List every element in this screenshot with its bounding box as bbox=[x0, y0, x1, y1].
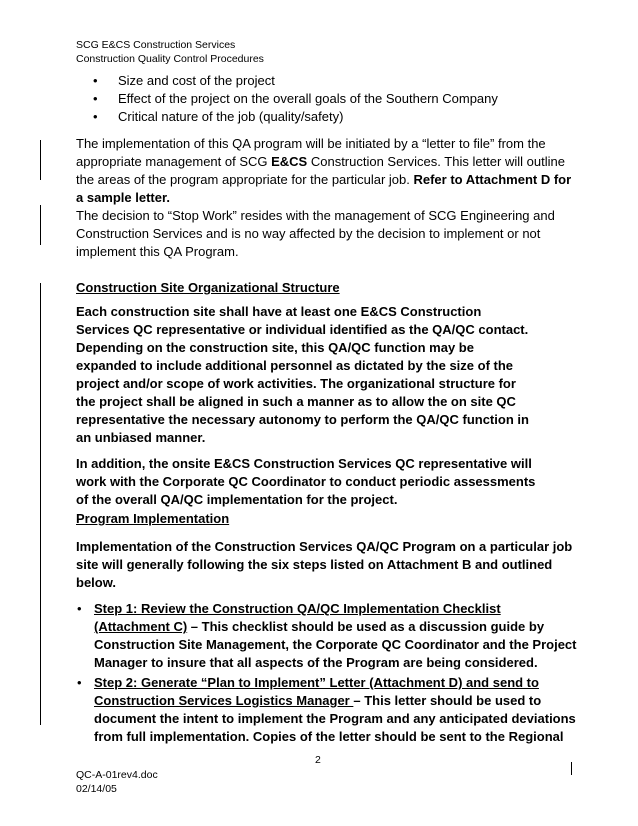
paragraph-line: The implementation of this QA program will be initiated by a “letter to file” from the bbox=[76, 136, 546, 151]
paragraph-line: (Attachment C) – This checklist should be used as a discussion guide by bbox=[94, 619, 545, 634]
list-item: Effect of the project on the overall goals of the Southern Company bbox=[118, 91, 498, 106]
paragraph-line: document the intent to implement the Program and any anticipated deviations bbox=[94, 711, 576, 726]
revision-bar bbox=[40, 283, 41, 725]
paragraph-line: from full implementation. Copies of the letter should be sent to the Regional bbox=[94, 729, 564, 744]
step-1-title: Step 1: Review the Construction QA/QC Implementation Checklist bbox=[94, 601, 501, 616]
list-item: Size and cost of the project bbox=[118, 73, 275, 88]
bullet-marker: • bbox=[77, 601, 82, 616]
paragraph-line: representative the necessary autonomy to perform the QA/QC function in bbox=[76, 412, 529, 427]
paragraph-line: project and/or scope of work activities. The organizational structure for bbox=[76, 376, 516, 391]
paragraph-line: expanded to include additional personnel as dictated by the size of the bbox=[76, 358, 514, 373]
paragraph-line: implement this QA Program. bbox=[76, 244, 239, 259]
bullet-marker: • bbox=[93, 73, 98, 88]
paragraph-line: Manager to insure that all aspects of the Program are being considered. bbox=[94, 655, 538, 670]
paragraph-line: Implementation of the Construction Services QA/QC Program on a particular job bbox=[76, 539, 573, 554]
page-number: 2 bbox=[315, 754, 321, 766]
footer-filename: QC-A-01rev4.doc bbox=[76, 769, 158, 781]
list-item: Critical nature of the job (quality/safety) bbox=[118, 109, 344, 124]
paragraph-line: of the overall QA/QC implementation for the project. bbox=[76, 492, 398, 507]
bullet-marker: • bbox=[93, 109, 98, 124]
revision-bar bbox=[40, 205, 41, 245]
paragraph-line: appropriate management of SCG E&CS Construction Services. This letter will outline bbox=[76, 154, 565, 169]
section-heading-program-implementation: Program Implementation bbox=[76, 511, 230, 526]
section-heading-organizational-structure: Construction Site Organizational Structure bbox=[76, 280, 340, 295]
revision-bar bbox=[40, 140, 41, 180]
paragraph-line: Services QC representative or individual identified as the QA/QC contact. bbox=[76, 322, 529, 337]
paragraph-line: The decision to “Stop Work” resides with the management of SCG Engineering and bbox=[76, 208, 555, 223]
paragraph-line: an unbiased manner. bbox=[76, 430, 206, 445]
paragraph-line: Construction Site Management, the Corporate QC Coordinator and the Project bbox=[94, 637, 577, 652]
paragraph-line: work with the Corporate QC Coordinator to conduct periodic assessments bbox=[76, 474, 536, 489]
revision-bar bbox=[571, 762, 572, 775]
header-line-1: SCG E&CS Construction Services bbox=[76, 39, 236, 51]
paragraph-line: Depending on the construction site, this QA/QC function may be bbox=[76, 340, 474, 355]
header-line-2: Construction Quality Control Procedures bbox=[76, 53, 264, 65]
paragraph-line: a sample letter. bbox=[76, 190, 170, 205]
paragraph-line: the areas of the program appropriate for the particular job. Refer to Attachment D for bbox=[76, 172, 572, 187]
paragraph-line: below. bbox=[76, 575, 116, 590]
paragraph-line: Each construction site shall have at least one E&CS Construction bbox=[76, 304, 482, 319]
paragraph-line: In addition, the onsite E&CS Construction Services QC representative will bbox=[76, 456, 532, 471]
paragraph-line: the project shall be aligned in such a manner as to allow the on site QC bbox=[76, 394, 516, 409]
bullet-marker: • bbox=[93, 91, 98, 106]
bullet-marker: • bbox=[77, 675, 82, 690]
paragraph-line: Construction Services and is no way affected by the decision to implement or not bbox=[76, 226, 541, 241]
paragraph-line: Construction Services Logistics Manager – This letter should be used to bbox=[94, 693, 542, 708]
step-2-title: Step 2: Generate “Plan to Implement” Letter (Attachment D) and send to bbox=[94, 675, 539, 690]
footer-date: 02/14/05 bbox=[76, 783, 117, 795]
paragraph-line: site will generally following the six steps listed on Attachment B and outlined bbox=[76, 557, 553, 572]
